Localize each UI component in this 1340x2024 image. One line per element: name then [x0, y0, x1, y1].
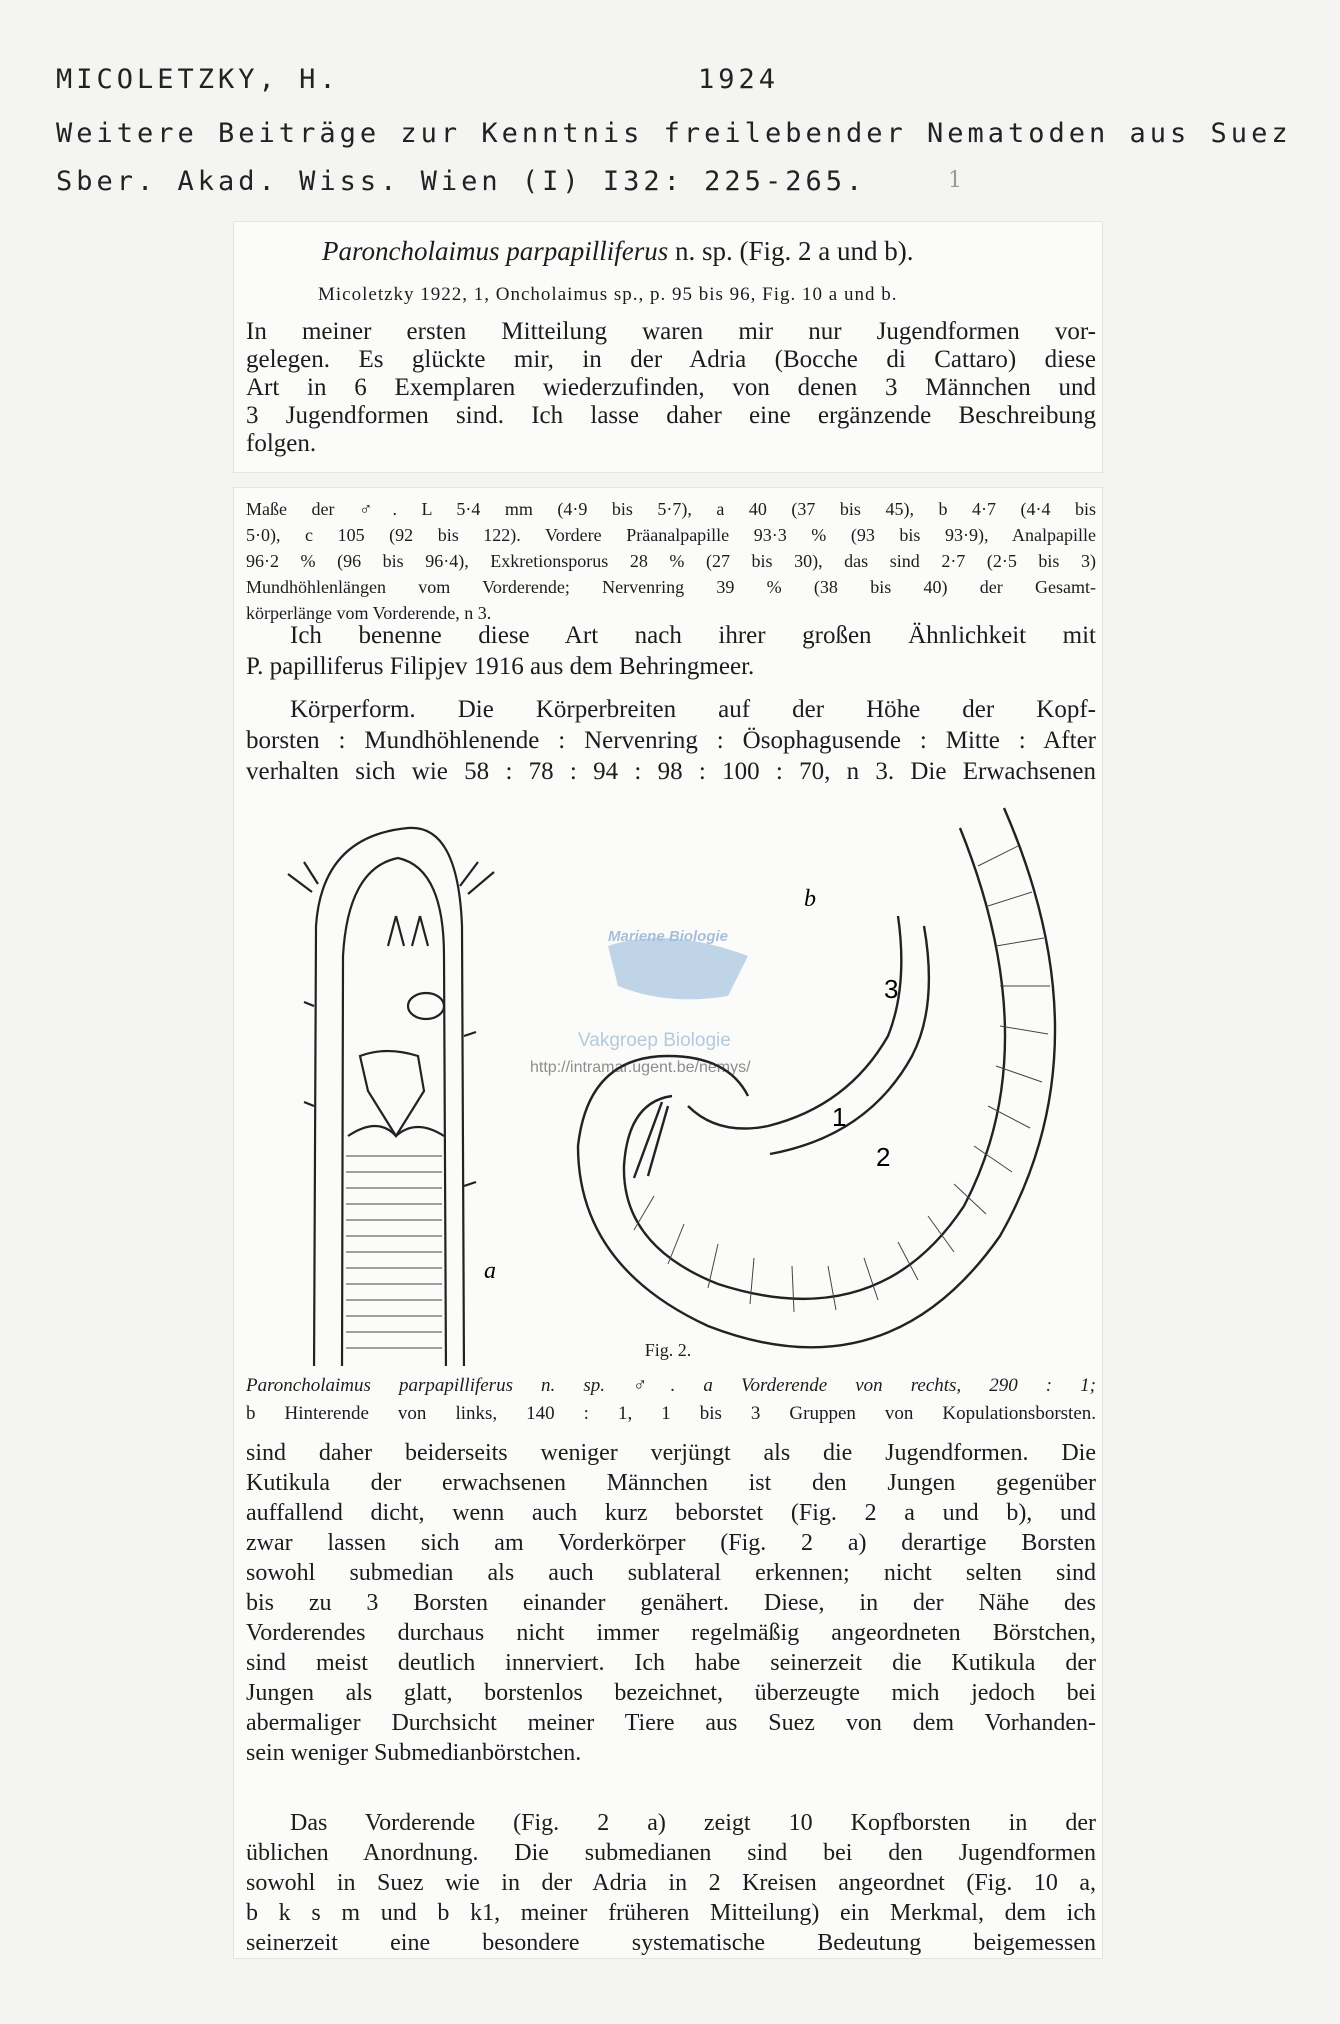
text-line: Art in 6 Exemplaren wiederzufinden, von denen 3 Männchen und — [246, 374, 1096, 401]
text-line: zwar lassen sich am Vorderkörper (Fig. 2 a) derartige Borsten — [246, 1530, 1096, 1556]
watermark-line1: Mariene Biologie — [608, 928, 729, 945]
text-line: Vorderendes durchaus nicht immer regelmäßig angeordneten Börstchen, — [246, 1620, 1096, 1646]
species-name: Paroncholaimus parpapilliferus — [322, 236, 669, 266]
text-line: Maße der ♂. L 5·4 mm (4·9 bis 5·7), a 40 (37 bis 45), b 4·7 (4·4 bis — [246, 499, 1096, 519]
text-line: b Hinterende von links, 140 : 1, 1 bis 3 Gruppen von Kopulationsborsten. — [246, 1403, 1096, 1424]
group-label-2: 2 — [876, 1142, 891, 1172]
fig-label-b: b — [804, 886, 816, 912]
text-line: sowohl in Suez wie in der Adria in 2 Kreisen angeordnet (Fig. 10 a, — [246, 1870, 1096, 1896]
species-heading — [322, 236, 914, 267]
text-line: Ich benenne diese Art nach ihrer großen Ähnlichkeit mit — [290, 622, 1096, 649]
text-line: Jungen als glatt, borstenlos bezeichnet, überzeugte mich jedoch bei — [246, 1680, 1096, 1706]
text-line: P. papilliferus Filipjev 1916 aus dem Behringmeer. — [246, 653, 755, 680]
text-line: Körperform. Die Körperbreiten auf der Höhe der Kopf- — [290, 696, 1096, 723]
fig-b-posterior-end — [578, 808, 1055, 1347]
group-label-3: 3 — [884, 974, 899, 1004]
text-line: gelegen. Es glückte mir, in der Adria (Bocche di Cattaro) diese — [246, 346, 1096, 373]
publication-year: 1924 — [698, 64, 780, 95]
group-label-1: 1 — [832, 1102, 847, 1132]
text-line: sind daher beiderseits weniger verjüngt als die Jugendformen. Die — [246, 1440, 1096, 1466]
figure-number: Fig. 2. — [644, 1340, 692, 1360]
text-line: bis zu 3 Borsten einander genähert. Diese, in der Nähe des — [246, 1590, 1096, 1616]
figure-caption — [246, 1372, 1096, 1428]
fig-a-anterior-end — [288, 828, 494, 1366]
fig-a-hatching — [346, 1156, 442, 1348]
author-name: MICOLETZKY, H. — [56, 64, 340, 95]
figure-2-drawing — [248, 806, 1088, 1366]
text-line: 3 Jugendformen sind. Ich lasse daher eine ergänzende Beschreibung — [246, 402, 1096, 429]
naming-paragraph — [246, 620, 1096, 682]
text-line: abermaliger Durchsicht meiner Tiere aus Suez von dem Vorhanden- — [246, 1710, 1096, 1736]
text-line: Kutikula der erwachsenen Männchen ist den Jungen gegenüber — [246, 1470, 1096, 1496]
koerperform-paragraph — [246, 694, 1096, 787]
text-line: folgen. — [246, 430, 317, 457]
watermark-url: http://intramar.ugent.be/nemys/ — [530, 1059, 751, 1076]
text-line: Mundhöhlenlängen vom Vorderende; Nervenring 39 % (38 bis 40) der Gesamt- — [246, 577, 1096, 597]
pencil-mark: 1 — [948, 168, 962, 193]
text-line: sein weniger Submedianbörstchen. — [246, 1740, 582, 1766]
intro-paragraph — [246, 318, 1096, 458]
body-paragraph-kutikula — [246, 1438, 1096, 1768]
fig-b-hatching — [634, 846, 1050, 1312]
text-line: körperlänge vom Vorderende, n 3. — [246, 603, 492, 623]
text-line: sowohl submedian als auch sublateral erkennen; nicht selten sind — [246, 1560, 1096, 1586]
fig-label-a: a — [484, 1258, 496, 1284]
publication-source: Sber. Akad. Wiss. Wien (I) I32: 225-265. — [56, 166, 867, 197]
publication-title: Weitere Beiträge zur Kenntnis freilebender Nematoden aus Suez — [56, 118, 1292, 149]
measures-block — [246, 496, 1096, 626]
clipping-description — [234, 488, 1102, 1958]
text-line: auffallend dicht, wenn auch kurz beborstet (Fig. 2 a und b), und — [246, 1500, 1096, 1526]
watermark-line2: Vakgroep Biologie — [578, 1030, 731, 1051]
species-suffix: n. sp. (Fig. 2 a und b). — [675, 236, 914, 266]
synonym-reference: Micoletzky 1922, 1, Oncholaimus sp., p. 95 bis 96, Fig. 10 a und b. — [318, 284, 898, 305]
text-line: 5·0), c 105 (92 bis 122). Vordere Präanalpapille 93·3 % (93 bis 93·9), Analpapille — [246, 525, 1096, 545]
text-line: 96·2 % (96 bis 96·4), Exkretionsporus 28 % (27 bis 30), das sind 2·7 (2·5 bis 3) — [246, 551, 1096, 571]
text-line: sind meist deutlich innerviert. Ich habe seinerzeit die Kutikula der — [246, 1650, 1096, 1676]
body-paragraph-vorderende — [246, 1808, 1096, 1958]
clipping-species-intro — [234, 222, 1102, 472]
text-line: Das Vorderende (Fig. 2 a) zeigt 10 Kopfborsten in der — [290, 1810, 1096, 1836]
text-line: borsten : Mundhöhlenende : Nervenring : Ösophagusende : Mitte : After — [246, 727, 1096, 754]
text-line: verhalten sich wie 58 : 78 : 94 : 98 : 100 : 70, n 3. Die Erwachsenen — [246, 758, 1096, 785]
text-line: In meiner ersten Mitteilung waren mir nur Jugendformen vor- — [246, 318, 1096, 345]
text-line: üblichen Anordnung. Die submedianen sind bei den Jugendformen — [246, 1840, 1096, 1866]
mariene-biologie-watermark — [530, 928, 751, 1076]
text-line: Paroncholaimus parpapilliferus n. sp. ♂. a Vorderende von rechts, 290 : 1; — [246, 1375, 1096, 1396]
text-line: b k s m und b k1, meiner früheren Mitteilung) ein Merkmal, dem ich — [246, 1900, 1096, 1926]
text-line: seinerzeit eine besondere systematische Bedeutung beigemessen — [246, 1930, 1096, 1956]
